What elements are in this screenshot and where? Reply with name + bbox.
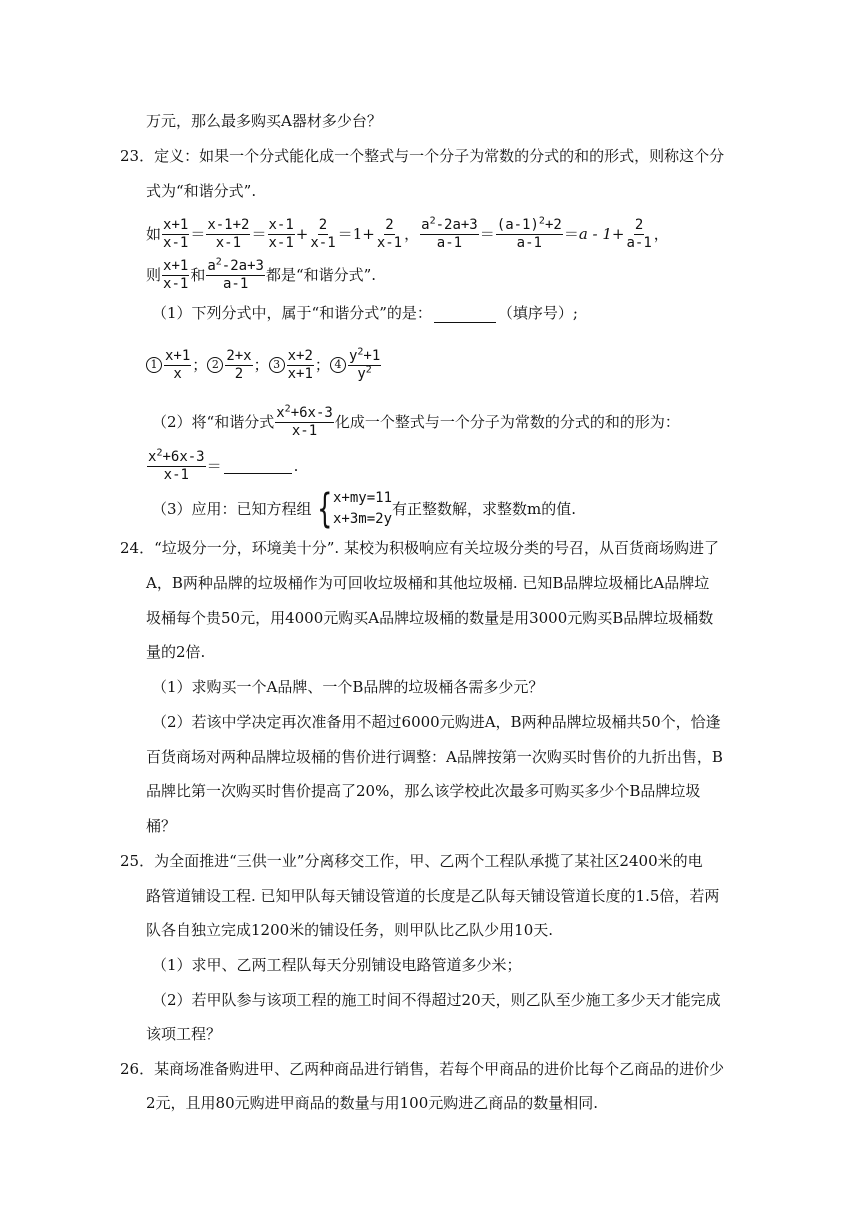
circled-2-icon: 2 [207,357,223,373]
q26-line1 [120,1059,724,1079]
circled-4-icon: 4 [330,357,346,373]
q24-line1 [120,538,719,558]
q23-part3 [152,486,576,532]
q24-part2-line3: 品牌比第一次购买时售价提高了20%，那么该学校此次最多可购买多少个B品牌垃圾 [146,782,701,800]
q24-part1: （1）求购买一个A品牌、一个B品牌的垃圾桶各需多少元？ [152,678,544,696]
q25-part1: （1）求甲、乙两工程队每天分别铺设电路管道多少米； [152,956,522,974]
left-brace-icon: { [316,486,332,532]
q24-part2-line2: 百货商场对两种品牌垃圾桶的售价进行调整：A品牌按第一次购买时售价的九折出售，B [146,748,723,766]
q23-part2-a: （2）将“和谐分式 [152,413,275,431]
q25-part2-line1: （2）若甲队参与该项工程的施工时间不得超过20天，则乙队至少施工多少天才能完成 [152,991,721,1009]
then-and: 和 [190,266,206,284]
then-prefix: 则 [146,266,162,284]
q23-part1-tail: （填序号）; [497,304,578,322]
equation-1: x+my=11 [333,490,393,506]
q25-line2: 路管道铺设工程. 已知甲队每天铺设管道的长度是乙队每天铺设管道长度的1.5倍，若两 [146,887,720,905]
q23-part2-answer: $\frac{x^2+6x-3}{x-1}$ ＝ . [148,446,299,483]
q24-part2-line4: 桶？ [146,817,177,835]
q23-intro-line2: 式为“和谐分式”. [146,182,257,200]
q24-line4: 量的2倍. [146,643,206,661]
q23-part1-text: （1）下列分式中，属于“和谐分式”的是： [152,304,432,322]
example-fraction-8: $\frac{2}{a-1}$ [626,216,652,251]
q25-text-1: 为全面推进“三供一业”分离移交工作，甲、乙两个工程队承揽了某社区2400米的电 [154,852,703,870]
q26-number: 26． [120,1060,155,1078]
answer-blank-2[interactable] [224,459,292,474]
option-2-fraction: $\frac{2+x}{2}$ [226,347,252,382]
answer-blank-1[interactable] [434,308,496,323]
q23-intro-a: 定义：如果一个分式能化成一个整式与一个分子为常数的分式的和的形式，则称这个分 [154,147,725,165]
q23-number: 23． [120,147,155,165]
q26-text-1: 某商场准备购进甲、乙两种商品进行销售，若每个甲商品的进价比每个乙商品的进价少 [154,1060,725,1078]
q23-part2-b: 化成一个整式与一个分子为常数的分式的和的形为： [334,413,680,431]
equation-2: x+3m=2y [333,511,393,527]
part2-fraction: $\frac{x^2+6x-3}{x-1}$ [276,402,333,439]
option-1-fraction: $\frac{x+1}{x}$ [165,347,191,382]
q23-part1 [152,303,578,323]
q23-part3-b: 有正整数解，求整数m的值. [392,500,577,518]
circled-1-icon: 1 [146,357,162,373]
q23-example-row: 如 $\frac{x+1}{x-1}$ ＝ $\frac{x-1+2}{x-1}$ ＝ $\frac{x-1}{x-1}$ + $\frac{2}{x-1}$ ＝ 1+ $\frac{2}{x-1}$ ， $\frac{a^2-2a+3}{a-1}$ ＝ $\frac{(a-1)^2+2}{a-1}$ ＝ a - 1+ $\frac{2}{a-1}$ ， [146,214,669,251]
q24-line2: A，B两种品牌的垃圾桶作为可回收垃圾桶和其他垃圾桶. 已知B品牌垃圾桶比A品牌垃 [146,574,710,592]
q24-text-1: “垃圾分一分，环境美十分”. 某校为积极响应有关垃圾分类的号召，从百货商场购进了 [154,539,719,557]
example-a-minus: a - 1+ [578,225,625,243]
q25-line3: 队各自独立完成1200米的铺设任务，则甲队比乙队少用10天. [146,921,554,939]
q22-tail: 万元，那么最多购买A器材多少台？ [146,112,382,130]
then-fraction-1: $\frac{x+1}{x-1}$ [163,257,189,292]
q24-line3: 圾桶每个贵50元，用4000元购买A品牌垃圾桶的数量是用3000元购买B品牌垃圾桶数 [146,609,714,627]
q23-options: 1 $\frac{x+1}{x}$ ； 2 $\frac{2+x}{2}$ ； 3 $\frac{x+2}{x+1}$ ； 4 $\frac{y^2+1}{y^2}$ [146,345,382,385]
q23-intro-line1 [120,146,724,166]
q25-number: 25． [120,852,155,870]
q24-number: 24． [120,539,155,557]
example-fraction-6: $\frac{a^2-2a+3}{a-1}$ [421,214,478,251]
then-fraction-2: $\frac{a^2-2a+3}{a-1}$ [207,255,264,292]
equation-system [333,488,392,530]
option-3-fraction: $\frac{x+2}{x+1}$ [287,347,313,382]
q25-part2-line2: 该项工程？ [146,1025,222,1043]
circled-3-icon: 3 [269,357,285,373]
example-fraction-5: $\frac{2}{x-1}$ [376,216,403,251]
example-fraction-1: $\frac{x+1}{x-1}$ [163,216,189,251]
q24-part2-line1: （2）若该中学决定再次准备用不超过6000元购进A，B两种品牌垃圾桶共50个，恰逢 [152,713,721,731]
q23-then-row [146,255,376,295]
example-fraction-3: $\frac{x-1}{x-1}$ [268,216,294,251]
example-prefix: 如 [146,225,162,243]
example-fraction-4: $\frac{2}{x-1}$ [310,216,336,251]
part2-answer-fraction: $\frac{x^2+6x-3}{x-1}$ [148,446,205,483]
q25-line1 [120,851,703,871]
q23-part2 [152,402,680,442]
example-one: 1+ [352,225,375,243]
example-fraction-7: $\frac{(a-1)^2+2}{a-1}$ [496,214,562,251]
then-suffix: 都是“和谐分式”. [265,266,377,284]
example-fraction-2: $\frac{x-1+2}{x-1}$ [207,216,250,251]
q26-line2: 2元，且用80元购进甲商品的数量与用100元购进乙商品的数量相同. [146,1094,599,1112]
option-4-fraction: $\frac{y^2+1}{y^2}$ [348,345,381,382]
q23-part3-a: （3）应用：已知方程组 [152,500,312,518]
